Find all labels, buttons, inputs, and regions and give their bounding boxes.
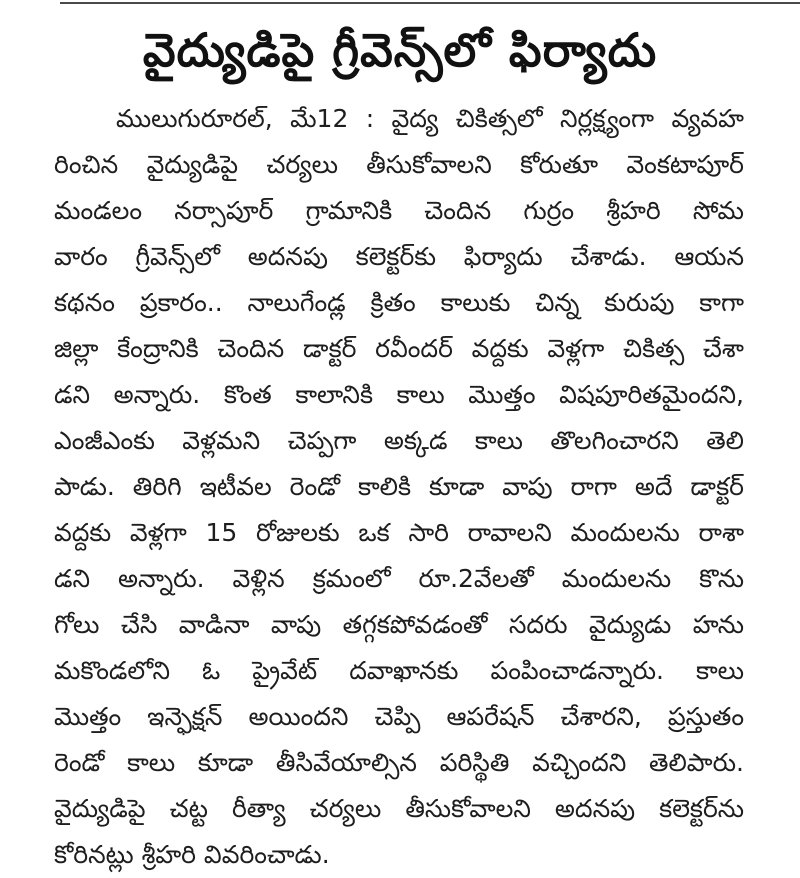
- article-line: మకొండలోని ఓ ప్రైవేట్ దవాఖానకు పంపించాడన్నారు. కాలు: [54, 656, 744, 685]
- article-line: జిల్లా కేంద్రానికి చెందిన డాక్టర్ రవీందర్ వద్దకు వెళ్లగా చికిత్స చేశా: [54, 334, 744, 363]
- article-line: వద్దకు వెళ్లగా 15 రోజులకు ఒక సారి రావాలని మందులను రాశా: [54, 518, 744, 547]
- article-line: వైద్యుడిపై చట్ట రీత్యా చర్యలు తీసుకోవాలని అదనపు కలెక్టర్‌ను: [54, 794, 744, 823]
- article-line: డని అన్నారు. కొంత కాలానికి కాలు మొత్తం విషపూరితమైందని,: [54, 380, 744, 409]
- article-body: [54, 96, 744, 878]
- top-rule-divider: [60, 2, 800, 4]
- article-line: మండలం నర్సాపూర్ గ్రామానికి చెందిన గుర్రం శ్రీహరి సోమ: [54, 196, 744, 225]
- article-line: కథనం ప్రకారం.. నాలుగేండ్ల క్రితం కాలుకు చిన్న కురుపు కాగా: [54, 288, 744, 317]
- article-line: వారం గ్రీవెన్స్‌లో అదనపు కలెక్టర్‌కు ఫిర్యాదు చేశాడు. ఆయన: [54, 242, 744, 271]
- article-line: మొత్తం ఇన్ఫెక్షన్ అయిందని చెప్పి ఆపరేషన్ చేశారని, ప్రస్తుతం: [54, 702, 744, 731]
- article-line: రించిన వైద్యుడిపై చర్యలు తీసుకోవాలని కోరుతూ వెంకటాపూర్: [54, 150, 744, 179]
- article-line: రెండో కాలు కూడా తీసివేయాల్సిన పరిస్థితి వచ్చిందని తెలిపారు.: [54, 748, 744, 777]
- article-line: పాడు. తిరిగి ఇటీవల రెండో కాలికి కూడా వాపు రాగా అదే డాక్టర్: [54, 472, 744, 501]
- article-headline: వైద్యుడిపై గ్రీవెన్స్‌లో ఫిర్యాదు: [142, 23, 658, 77]
- article-line: డని అన్నారు. వెళ్లిన క్రమంలో రూ.2వేలతో మందులను కొను: [54, 564, 744, 593]
- article-line: ఎంజీఎంకు వెళ్లమని చెప్పగా అక్కడ కాలు తొలగించారని తెలి: [54, 426, 744, 455]
- article-line: ములుగురూరల్, మే12 : వైద్య చికిత్సలో నిర్లక్ష్యంగా వ్యవహ: [116, 104, 744, 133]
- article-line: కోరినట్లు శ్రీహరి వివరించాడు.: [54, 840, 330, 869]
- article-line: గోలు చేసి వాడినా వాపు తగ్గకపోవడంతో సదరు వైద్యుడు హను: [54, 610, 744, 639]
